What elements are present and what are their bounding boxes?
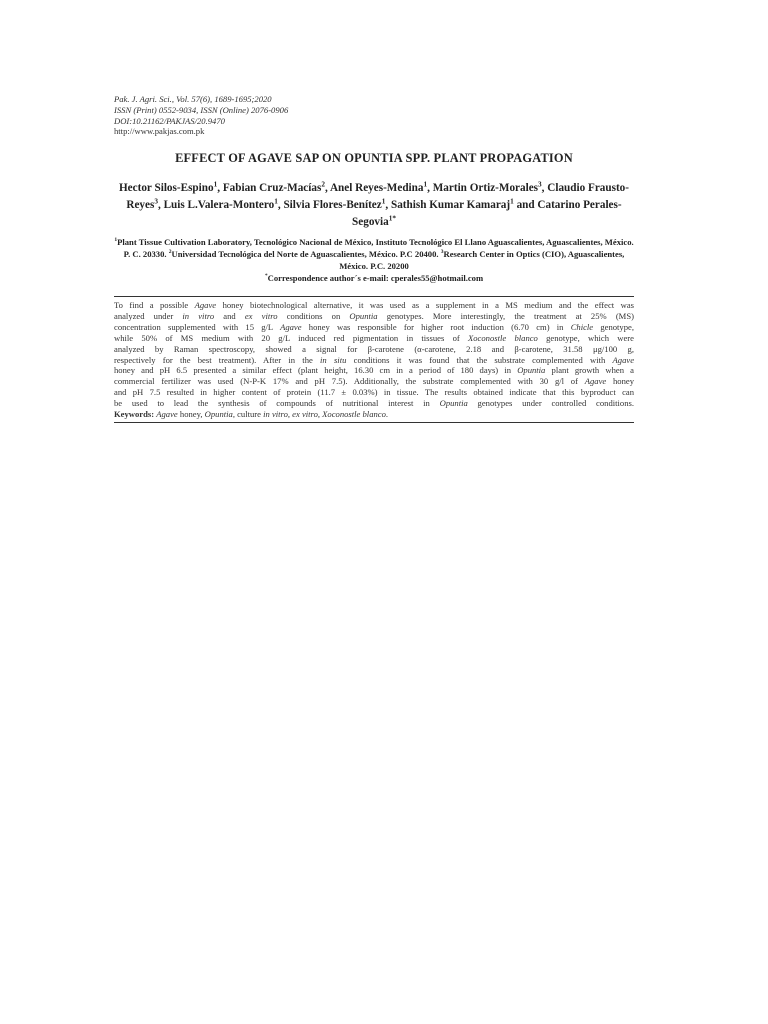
italic-term: in situ bbox=[320, 354, 347, 365]
abstract-text-run: and pH 7.5 resulted in higher content of protein (11.7 ± 0.03%) in tissue. The results obtained indicate that this byproduct can bbox=[114, 387, 634, 398]
author-separator: , bbox=[427, 182, 433, 194]
author-name: Martin Ortiz-Morales bbox=[432, 182, 539, 194]
abstract-text-run: genotypes. More interestingly, the treatment at 25% (MS) bbox=[377, 310, 634, 321]
abstract-text-run: analyzed under bbox=[114, 310, 183, 321]
author-separator: , bbox=[541, 182, 548, 194]
abstract-line bbox=[114, 398, 634, 409]
affiliation-1: Plant Tissue Cultivation Laboratory, Tecnológico Nacional de México, Instituto Tecnológico El Llano Aguascalientes, Aguascalientes, México. P. C. 20330. bbox=[117, 237, 634, 259]
author-name: Luis L.Valera-Montero bbox=[163, 199, 275, 211]
author-affiliation-marker: 1 bbox=[274, 197, 278, 206]
author-name: Anel Reyes-Medina bbox=[329, 182, 424, 194]
italic-term: ex vitro bbox=[244, 310, 278, 321]
italic-term: Agave bbox=[584, 376, 607, 387]
author-affiliation-marker: 1 bbox=[423, 180, 428, 189]
author-separator: , bbox=[217, 182, 223, 194]
abstract-text-run: while 50% of MS medium with 20 g/L induced red pigmentation in tissues of bbox=[114, 332, 469, 343]
abstract-text-run: commercial fertilizer was used (N-P-K 17% and pH 7.5). Additionally, the substrate complemented with 30 g/l of bbox=[114, 376, 585, 387]
keyword-term: Agave bbox=[156, 409, 178, 420]
abstract-text-run: conditions on bbox=[277, 310, 350, 321]
italic-term: in vitro bbox=[182, 310, 215, 321]
paper-title: EFFECT OF AGAVE SAP ON OPUNTIA SPP. PLANT PROPAGATION bbox=[175, 151, 573, 165]
abstract-text-run: respectively for the best treatment). After in the bbox=[114, 354, 321, 365]
abstract-text-run: honey bbox=[606, 376, 634, 387]
abstract-text-run: genotypes under controlled conditions. bbox=[467, 398, 634, 409]
author-affiliation-marker: 1 bbox=[381, 197, 386, 206]
abstract-line bbox=[114, 365, 634, 376]
author-separator: , bbox=[157, 199, 164, 211]
author-name: Catarino Perales-Segovia bbox=[352, 199, 622, 228]
correspondence-email[interactable]: Correspondence author´s e-mail: cperales55@hotmail.com bbox=[267, 273, 484, 283]
journal-url[interactable]: http://www.pakjas.com.pk bbox=[114, 126, 205, 137]
affiliation-2: Universidad Tecnológica del Norte de Aguascalientes, México. P.C 20400. bbox=[171, 249, 439, 259]
journal-citation: Pak. J. Agri. Sci., Vol. 57(6), 1689-1695;2020 bbox=[114, 94, 272, 104]
abstract-line bbox=[114, 387, 634, 398]
journal-header bbox=[114, 94, 514, 137]
abstract-line bbox=[114, 376, 634, 387]
keyword-term: Opuntia bbox=[204, 409, 233, 420]
abstract-text-run: honey was responsible for higher root induction (6.70 cm) in bbox=[301, 321, 571, 332]
abstract-text-run: conditions it was found that the substrate complemented with bbox=[346, 354, 613, 365]
italic-term: Agave bbox=[280, 321, 302, 332]
author-separator: , bbox=[277, 199, 284, 211]
author-affiliation-marker: 2 bbox=[321, 180, 325, 189]
author-name: Claudio Frausto-Reyes bbox=[126, 182, 630, 211]
abstract-box bbox=[114, 296, 634, 423]
italic-term: Opuntia bbox=[349, 310, 378, 321]
author-separator: , bbox=[324, 182, 330, 194]
abstract-text-run: plant growth when a bbox=[545, 365, 634, 376]
abstract-text-run: and bbox=[214, 310, 245, 321]
abstract-text-run: honey and pH 6.5 presented a similar effect (plant height, 16.30 cm in a period of 180 days) in bbox=[114, 365, 518, 376]
italic-term: Opuntia bbox=[439, 398, 468, 409]
italic-term: Xoconostle blanco bbox=[468, 332, 538, 343]
author-name: Silvia Flores-Benítez bbox=[283, 199, 382, 211]
keyword-text-run: , bbox=[287, 409, 293, 420]
affiliations bbox=[114, 236, 634, 284]
abstract-text-run: honey biotechnological alternative, it was used as a supplement in a MS medium and the effect was bbox=[216, 300, 634, 310]
italic-term: Agave bbox=[612, 354, 635, 365]
keywords-line bbox=[114, 409, 634, 420]
abstract-text-run: genotype, which were bbox=[537, 332, 634, 343]
abstract-text bbox=[114, 300, 634, 409]
journal-doi: DOI:10.21162/PAKJAS/20.9470 bbox=[114, 115, 225, 126]
italic-term: Agave bbox=[194, 300, 217, 310]
correspondence-marker: * bbox=[264, 273, 268, 280]
author-name: Sathish Kumar Kamaraj bbox=[390, 199, 511, 211]
keyword-term: ex vitro bbox=[292, 409, 318, 420]
abstract-line bbox=[114, 344, 634, 355]
author-name: Hector Silos-Espino bbox=[118, 182, 214, 194]
abstract-line bbox=[114, 333, 634, 344]
abstract-text-run: be used to lead the synthesis of compounds of nutritional interest in bbox=[114, 398, 440, 409]
author-affiliation-marker: 3 bbox=[538, 180, 542, 189]
author-affiliation-marker: 1 bbox=[213, 180, 218, 189]
keyword-term: Xoconostle blanco bbox=[322, 409, 386, 420]
keyword-term: in vitro bbox=[263, 409, 288, 420]
keyword-text-run: , culture bbox=[232, 409, 264, 420]
author-affiliation-marker: 3 bbox=[154, 197, 158, 206]
abstract-text-run: To find a possible bbox=[114, 300, 195, 310]
author-separator: and bbox=[513, 199, 538, 211]
author-affiliation-marker: 1 bbox=[510, 197, 514, 206]
abstract-line bbox=[114, 322, 634, 333]
abstract-text-run: concentration supplemented with 15 g/L bbox=[114, 321, 281, 332]
affiliation-3-marker: 3 bbox=[440, 249, 444, 256]
journal-issn: ISSN (Print) 0552-9034, ISSN (Online) 2076-0906 bbox=[114, 104, 289, 115]
author-affiliation-marker: 1* bbox=[388, 214, 396, 223]
affiliation-2-marker: 2 bbox=[168, 249, 172, 256]
affiliation-1-marker: 1 bbox=[114, 237, 118, 244]
abstract-text-run: analyzed by Raman spectroscopy, showed a signal for β-carotene (α-carotene, 2.18 and β-carotene, 31.58 μg/100 g, bbox=[114, 343, 634, 354]
abstract-line bbox=[114, 300, 634, 311]
abstract-line bbox=[114, 311, 634, 322]
italic-term: Opuntia bbox=[517, 365, 546, 376]
keywords-label: Keywords: bbox=[114, 409, 155, 420]
affiliation-3: Research Center in Optics (CIO), Aguascalientes, México. P.C. 20200 bbox=[339, 249, 625, 271]
abstract-line bbox=[114, 355, 634, 366]
keyword-text-run: , bbox=[317, 409, 323, 420]
abstract-text-run: genotype, bbox=[593, 321, 634, 332]
keyword-text-run: honey, bbox=[177, 409, 205, 420]
author-list bbox=[114, 180, 634, 231]
keyword-text-run: . bbox=[385, 409, 389, 420]
italic-term: Chicle bbox=[570, 321, 594, 332]
author-name: Fabian Cruz-Macías bbox=[222, 182, 322, 194]
author-separator: , bbox=[385, 199, 391, 211]
